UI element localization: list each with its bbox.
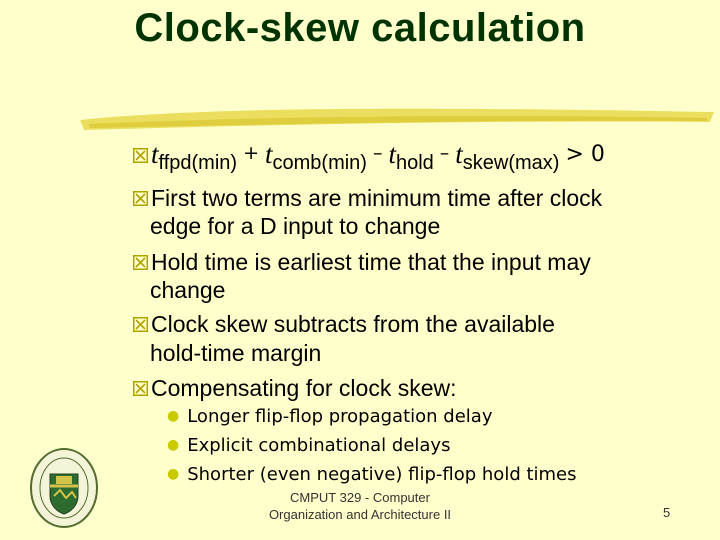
formula-minus-1: – [372,142,383,164]
bullet-1-line-2: edge for a D input to change [150,213,441,239]
x-box-bullet-icon [133,381,148,396]
formula-sub-comb: comb(min) [272,152,367,174]
dot-icon: ● [167,408,180,424]
title-underline-brush [78,98,718,138]
sub-bullet-1 [167,406,492,429]
x-box-bullet-icon [133,148,148,163]
dot-icon: ● [167,466,180,482]
footer-line-2: Organization and Architecture II [268,507,452,522]
footer-line-1: CMPUT 329 - Computer [290,490,430,505]
university-crest-logo [30,448,98,528]
formula-minus-2: – [439,142,450,164]
formula-t3: t [388,139,396,169]
formula-sub-skew: skew(max) [462,152,560,174]
bullet-4 [133,374,457,402]
dot-icon: ● [167,437,180,453]
bullet-3-line-2: hold-time margin [150,340,322,366]
formula-sub-hold: hold [395,152,434,174]
formula-plus: + [243,142,259,164]
bullet-3-line-1: Clock skew subtracts from the available [151,311,555,337]
formula-t1: t [151,139,159,169]
formula-sub-ffpd: ffpd(min) [158,152,238,174]
footer [240,489,480,523]
formula-gt-zero: > 0 [565,142,605,167]
bullet-2-line-1: Hold time is earliest time that the input may [151,249,591,275]
formula-t4: t [455,139,463,169]
bullet-2-line-2: change [150,277,226,303]
bullet-1 [133,184,602,212]
sub-bullet-2-text: Explicit combinational delays [187,435,451,456]
x-box-bullet-icon [133,255,148,270]
sub-bullet-3-text: Shorter (even negative) flip-flop hold times [187,464,577,485]
formula-line [133,139,611,174]
bullet-1-line-1: First two terms are minimum time after clock [151,185,603,211]
sub-bullet-1-text: Longer flip-flop propagation delay [187,406,493,427]
sub-bullet-2 [167,435,450,458]
formula-t2: t [264,139,273,169]
slide-title: Clock-skew calculation [134,6,586,50]
bullet-3 [133,310,555,338]
x-box-bullet-icon [133,317,148,332]
bullet-4-line-1: Compensating for clock skew: [151,375,457,401]
page-number: 5 [663,505,671,520]
bullet-2 [133,248,591,276]
x-box-bullet-icon [133,191,148,206]
sub-bullet-3 [167,464,577,487]
